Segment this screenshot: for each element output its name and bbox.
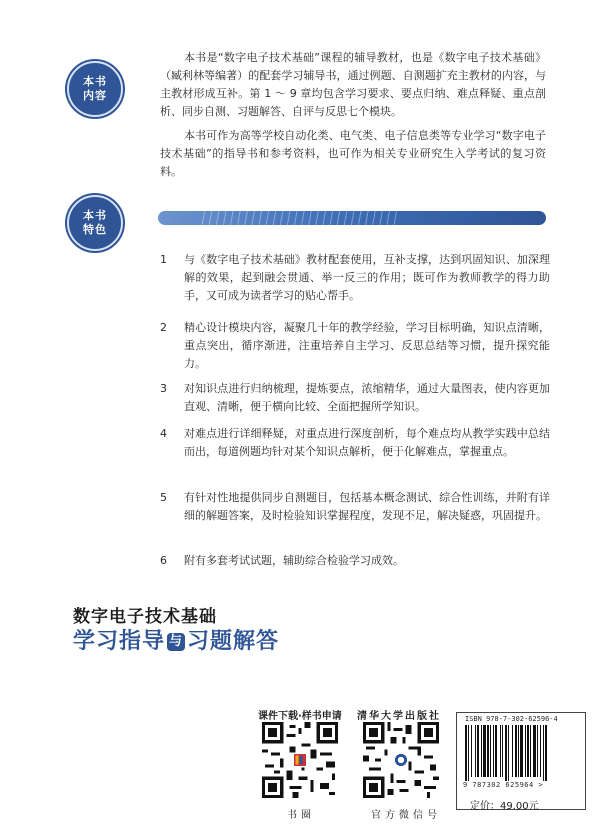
isbn-barcode: [456, 712, 586, 810]
book-title: [73, 624, 279, 655]
qr-code-wechat[interactable]: [363, 722, 439, 798]
qr-right-label: 清华大学出版社: [357, 711, 441, 722]
feature-text: 有针对性地提供同步自测题目，包括基本概念测试、综合性训练，并附有详细的解题答案，及时检验知识掌握程度，发现不足，解决疑惑，巩固提升。: [184, 491, 550, 522]
book-features-badge: [67, 195, 123, 251]
qr-code-courseware[interactable]: [262, 722, 338, 798]
book-title-right: 习题解答: [187, 628, 280, 654]
qr-left-caption: 书圈: [287, 810, 315, 821]
feature-number: 5: [160, 491, 167, 504]
qr-left-label: 课件下载·样书申请: [258, 711, 342, 722]
intro-paragraph-1: 本书是“数字电子技术基础”课程的辅导教材，也是《数字电子技术基础》（臧利林等编著）的配套学习辅导书，通过例题、自测题扩充主教材的内容，与主教材形成互补。第 1 ～ 9 章均包含学习要求、要点归纳、难点释疑、重点剖析、同步自测、习题解答、自评与反思七个模块。: [160, 51, 546, 118]
features-divider-bar: [158, 211, 546, 225]
feature-number: 4: [160, 427, 167, 440]
feature-text: 对难点进行详细释疑，对重点进行深度剖析，每个难点均从教学实践中总结而出，每道例题均针对某个知识点解析，便于化解难点，掌握重点。: [184, 427, 550, 458]
feature-number: 1: [160, 253, 167, 266]
badge-line: 特色: [83, 223, 107, 236]
qr-right-caption: 官方微信号: [371, 810, 441, 821]
badge-line: 内容: [83, 89, 107, 102]
book-content-badge: [67, 61, 123, 117]
series-title: 数字电子技术基础: [73, 607, 217, 627]
price-label: 定价：49.00元: [470, 801, 539, 812]
intro-paragraph-2: 本书可作为高等学校自动化类、电气类、电子信息类等专业学习“数字电子技术基础”的指导书和参考资料，也可作为相关专业研究生入学考试的复习资料。: [160, 129, 546, 178]
feature-text: 附有多套考试试题，辅助综合检验学习成效。: [184, 554, 404, 567]
feature-number: 6: [160, 554, 167, 567]
badge-line: 本书: [83, 75, 107, 88]
feature-number: 3: [160, 382, 167, 395]
badge-line: 本书: [83, 209, 107, 222]
feature-text: 对知识点进行归纳梳理，提炼要点，浓缩精华，通过大量图表，使内容更加直观、清晰，便于横向比较、全面把握所学知识。: [184, 382, 550, 413]
barcode-bars: [463, 725, 579, 781]
book-title-conjunction: 与: [169, 634, 184, 649]
feature-text: 精心设计模块内容，凝聚几十年的教学经验，学习目标明确，知识点清晰，重点突出，循序渐进，注重培养自主学习、反思总结等习惯，提升探究能力。: [184, 321, 550, 370]
isbn-digits: 9 787302 625964 >: [463, 781, 544, 789]
feature-number: 2: [160, 321, 167, 334]
book-title-left: 学习指导: [73, 628, 166, 654]
feature-text: 与《数字电子技术基础》教材配套使用，互补支撑，达到巩固知识、加深理解的效果，起到融会贯通、举一反三的作用；既可作为教师教学的得力助手，又可成为读者学习的贴心帮手。: [184, 253, 550, 302]
isbn-text: ISBN 978-7-302-62596-4: [465, 715, 558, 723]
